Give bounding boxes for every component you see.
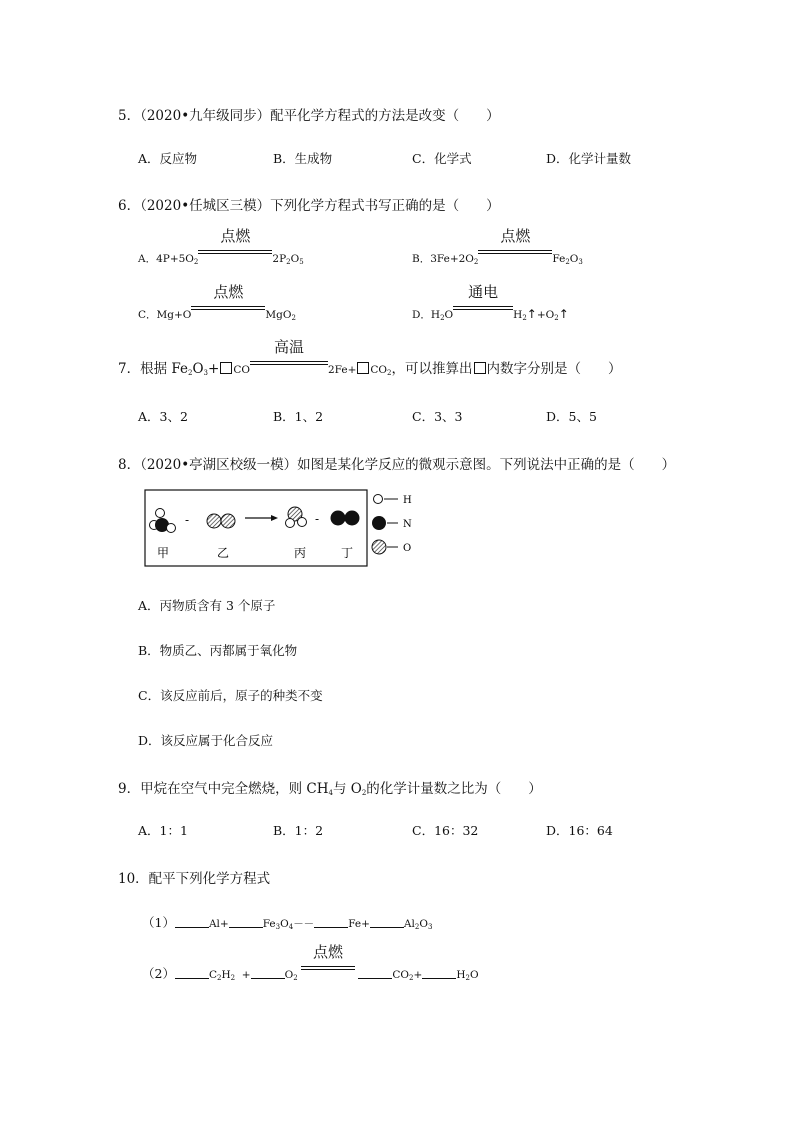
q7-stem: 7．根据 $Fe_2O_3+$ CO 高温 $2Fe+ CO_2$，可以推算出 内数字分别是（ ）: [118, 338, 622, 377]
q10-equation-1: （1） $Al+ Fe_3O_4-- Fe+ Al_2O_3$: [142, 915, 433, 931]
q9-option-d: D．16：64: [546, 823, 613, 838]
reaction-arrow: [245, 515, 278, 521]
svg-text:O: O: [403, 543, 412, 554]
molecule-ding: [331, 511, 360, 526]
reaction-diagram: [140, 485, 420, 570]
blank-box: [474, 362, 486, 374]
q6-option-d: D．$H_2O$ 通电 $H_2↑+O_2↑$: [412, 283, 569, 322]
q8-option-c: C．该反应前后，原子的种类不变: [138, 688, 323, 703]
answer-blank[interactable]: [175, 915, 209, 928]
q8-stem: 8．（2020•亭湖区校级一模）如图是某化学反应的微观示意图。下列说法中正确的是（ ）: [118, 457, 676, 473]
q5-option-d: D．化学计量数: [546, 151, 632, 166]
q10-stem: 10．配平下列化学方程式: [118, 871, 271, 887]
q10-equation-2: （2） $C_2H_2 + O_2$ 点燃 $CO_2+ H_2O$: [142, 943, 479, 982]
q8-option-a: A．丙物质含有 3 个原子: [138, 598, 276, 613]
molecule-jia: [150, 509, 176, 533]
q7-option-a: A．3、2: [138, 409, 188, 424]
q9-option-a: A．1：1: [138, 823, 188, 838]
q9-option-c: C．16：32: [412, 823, 479, 838]
q8-option-d: D．该反应属于化合反应: [138, 733, 274, 748]
label-ding: 丁: [341, 546, 354, 560]
diagram-frame: [145, 490, 367, 566]
blank-box: [220, 362, 232, 374]
answer-blank[interactable]: [314, 915, 348, 928]
q7-option-c: C．3、3: [412, 409, 463, 424]
q5-stem: 5．（2020•九年级同步）配平化学方程式的方法是改变（ ）: [118, 108, 500, 124]
answer-blank[interactable]: [175, 966, 209, 979]
answer-blank[interactable]: [251, 966, 285, 979]
molecule-yi: [207, 514, 235, 528]
q6-option-a: A．$4P+5O_2$ 点燃 $2P_2O_5$: [138, 227, 304, 266]
legend-o: [372, 540, 411, 554]
svg-text:H: H: [403, 495, 412, 506]
label-jia: 甲: [157, 546, 170, 560]
legend-h: [374, 495, 413, 507]
answer-blank[interactable]: [229, 915, 263, 928]
label-yi: 乙: [217, 546, 230, 560]
q5-option-b: B．生成物: [273, 151, 333, 166]
q6-option-c: C．Mg+O 点燃 MgO$_2$: [138, 283, 296, 322]
blank-box: [357, 362, 369, 374]
q6-option-b: B．$3Fe+2O_2$ 点燃 $Fe_2O_3$: [412, 227, 583, 266]
q5-option-a: A．反应物: [138, 151, 198, 166]
plus-sign-2: -: [315, 512, 320, 526]
legend-n: [372, 516, 412, 530]
q9-stem: 9．甲烷在空气中完全燃烧，则 $CH_4$与 $O_2$的化学计量数之比为（ ）: [118, 781, 542, 797]
q7-option-d: D．5、5: [546, 409, 597, 424]
q7-option-b: B．1、2: [273, 409, 324, 424]
q5-option-c: C．化学式: [412, 151, 472, 166]
label-bing: 丙: [294, 546, 307, 560]
answer-blank[interactable]: [422, 966, 456, 979]
q8-option-b: B．物质乙、丙都属于氧化物: [138, 643, 298, 658]
q6-stem: 6．（2020•任城区三模）下列化学方程式书写正确的是（ ）: [118, 198, 500, 214]
answer-blank[interactable]: [358, 966, 392, 979]
plus-sign-1: -: [185, 513, 190, 527]
svg-text:N: N: [403, 519, 412, 530]
q9-option-b: B．1：2: [273, 823, 324, 838]
molecule-bing: [286, 507, 307, 528]
answer-blank[interactable]: [370, 915, 404, 928]
